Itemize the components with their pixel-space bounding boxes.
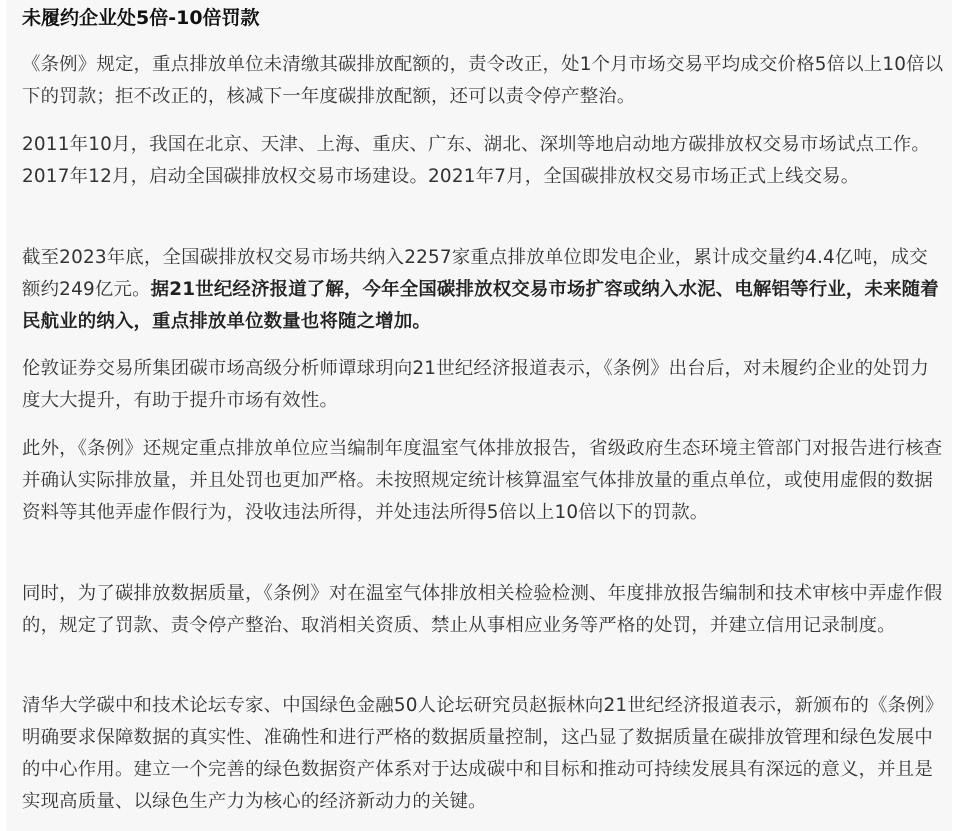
paragraph-emission-report	[22, 433, 946, 529]
paragraph-data-quality	[22, 578, 946, 642]
paragraph-text: 截至2023年底，全国碳排放权交易市场共纳入2257家重点排放单位即发电企业，累计成交量约4.4亿吨，成交额约249亿元。	[22, 247, 928, 300]
paragraph-market-history	[22, 129, 946, 193]
paragraph-penalty-rule	[22, 49, 946, 113]
paragraph-text: 伦敦证券交易所集团碳市场高级分析师谭球玥向21世纪经济报道表示，《条例》出台后，对未履约企业的处罚力度大大提升，有助于提升市场有效性。	[22, 358, 929, 411]
paragraph-expert-quote	[22, 690, 946, 818]
paragraph-text: 2011年10月，我国在北京、天津、上海、重庆、广东、湖北、深圳等地启动地方碳排放权交易市场试点工作。2017年12月，启动全国碳排放权交易市场建设。2021年7月，全国碳排放权交易市场正式上线交易。	[22, 134, 930, 187]
paragraph-market-stats	[22, 242, 946, 338]
paragraph-text: 此外，《条例》还规定重点排放单位应当编制年度温室气体排放报告，省级政府生态环境主管部门对报告进行核查并确认实际排放量，并且处罚也更加严格。未按照规定统计核算温室气体排放量的重点单位，或使用虚假的数据资料等其他弄虚作假行为，没收违法所得，并处违法所得5倍以上10倍以下的罚款。	[22, 438, 943, 523]
paragraph-text: 同时，为了碳排放数据质量，《条例》对在温室气体排放相关检验检测、年度排放报告编制和技术审核中弄虚作假的，规定了罚款、责令停产整治、取消相关资质、禁止从事相应业务等严格的处罚，并建立信用记录制度。	[22, 583, 943, 636]
article-body	[6, 0, 952, 831]
paragraph-analyst-quote	[22, 353, 946, 417]
section-heading: 未履约企业处5倍-10倍罚款	[22, 7, 260, 29]
paragraph-text: 清华大学碳中和技术论坛专家、中国绿色金融50人论坛研究员赵振林向21世纪经济报道表示，新颁布的《条例》明确要求保障数据的真实性、准确性和进行严格的数据质量控制，这凸显了数据质量在碳排放管理和绿色发展中的中心作用。建立一个完善的绿色数据资产体系对于达成碳中和目标和推动可持续发展具有深远的意义，并且是实现高质量、以绿色生产力为核心的经济新动力的关键。	[22, 695, 944, 812]
paragraph-bold-text: 据21世纪经济报道了解，今年全国碳排放权交易市场扩容或纳入水泥、电解铝等行业，未来随着民航业的纳入，重点排放单位数量也将随之增加。	[22, 279, 939, 332]
paragraph-text: 《条例》规定，重点排放单位未清缴其碳排放配额的，责令改正，处1个月市场交易平均成交价格5倍以上10倍以下的罚款；拒不改正的，核减下一年度碳排放配额，还可以责令停产整治。	[22, 54, 944, 107]
